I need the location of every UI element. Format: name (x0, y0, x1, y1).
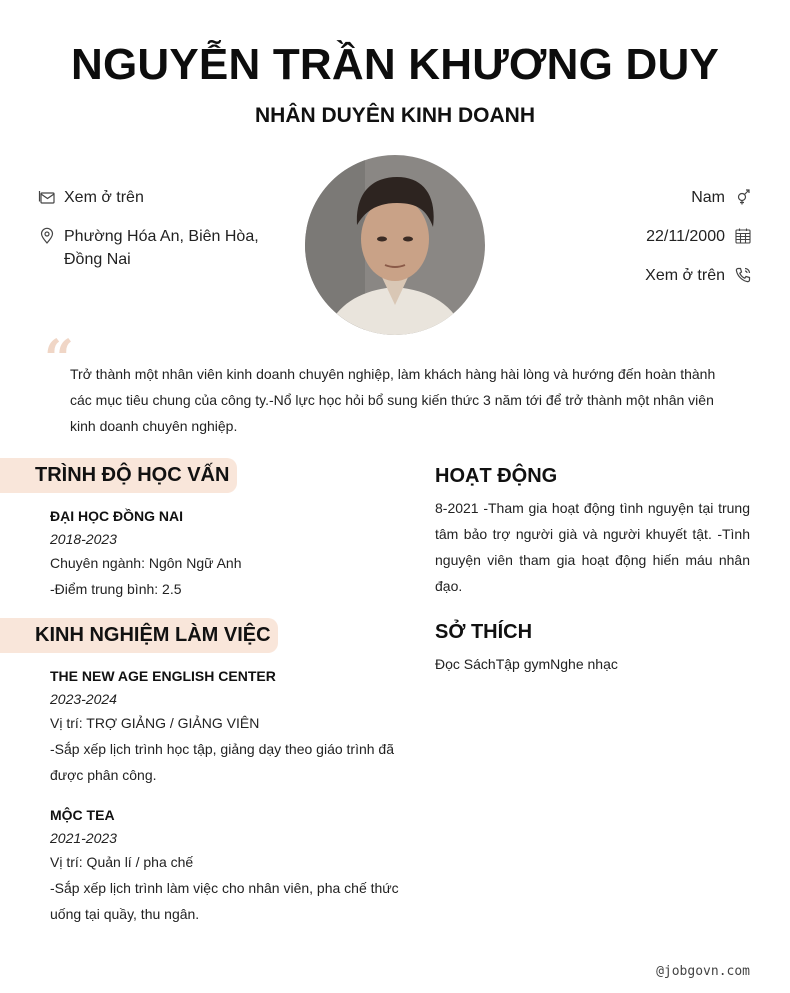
education-heading: TRÌNH ĐỘ HỌC VẤN (0, 458, 237, 493)
experience-period: 2021-2023 (50, 830, 117, 846)
activities-text: 8-2021 -Tham gia hoạt động tình nguyện tại trung tâm bảo trợ người già và người khuyết tật. -Tình nguyện viên tham gia hoạt động hiến máu nhân đạo. (435, 500, 750, 594)
education-entry (50, 504, 400, 602)
experience-heading: KINH NGHIỆM LÀM VIỆC (0, 618, 278, 653)
address-value: Phường Hóa An, Biên Hòa, Đồng Nai (64, 228, 259, 268)
candidate-name: NGUYỄN TRẦN KHƯƠNG DUY (70, 40, 719, 89)
contact-birthday (520, 225, 752, 248)
profile-photo (305, 155, 485, 335)
experience-desc: -Sắp xếp lịch trình làm việc cho nhân viên, pha chế thức uống tại quầy, thu ngân. (50, 880, 399, 922)
phone-icon (734, 266, 752, 284)
experience-entry (50, 664, 400, 788)
phone-value: Xem ở trên (645, 267, 725, 284)
experience-desc: -Sắp xếp lịch trình học tập, giảng dạy theo giáo trình đã được phân công. (50, 741, 395, 783)
career-objective: Trở thành một nhân viên kinh doanh chuyên nghiệp, làm khách hàng hài lòng và hướng đến hoàn thành các mục tiêu chung của công ty.-Nổ lực học hỏi bổ sung kiến thức 3 năm tới để trở thành một nhân viên kinh doanh chuyên nghiệp. (70, 366, 716, 434)
gender-value: Nam (691, 189, 725, 206)
footer-watermark: @jobgovn.com (656, 964, 750, 979)
school-name: ĐẠI HỌC ĐỒNG NAI (50, 508, 183, 524)
contact-gender (520, 186, 752, 209)
experience-period: 2023-2024 (50, 691, 117, 707)
job-title: NHÂN DUYÊN KINH DOANH (254, 104, 535, 127)
contact-address (38, 225, 278, 271)
activities-heading: HOẠT ĐỘNG (435, 465, 558, 487)
education-period: 2018-2023 (50, 531, 117, 547)
experience-role: Vị trí: Quản lí / pha chế (50, 854, 194, 870)
quote-icon: “ (44, 329, 74, 390)
company-name: MỘC TEA (50, 807, 115, 823)
gender-icon (734, 188, 752, 206)
education-gpa: -Điểm trung bình: 2.5 (50, 581, 182, 597)
email-value: Xem ở trên (64, 189, 144, 206)
education-major: Chuyên ngành: Ngôn Ngữ Anh (50, 555, 242, 571)
contact-phone (520, 264, 752, 287)
contact-email (38, 186, 278, 209)
mail-icon (38, 188, 56, 206)
hobbies-text: Đọc SáchTập gymNghe nhạc (435, 656, 618, 672)
hobbies-heading: SỞ THÍCH (435, 621, 533, 643)
company-name: THE NEW AGE ENGLISH CENTER (50, 668, 276, 684)
birthday-value: 22/11/2000 (646, 228, 725, 245)
experience-entry (50, 803, 400, 927)
avatar (305, 155, 485, 335)
calendar-icon (734, 227, 752, 245)
location-pin-icon (38, 227, 56, 245)
experience-role: Vị trí: TRỢ GIẢNG / GIẢNG VIÊN (50, 715, 260, 731)
